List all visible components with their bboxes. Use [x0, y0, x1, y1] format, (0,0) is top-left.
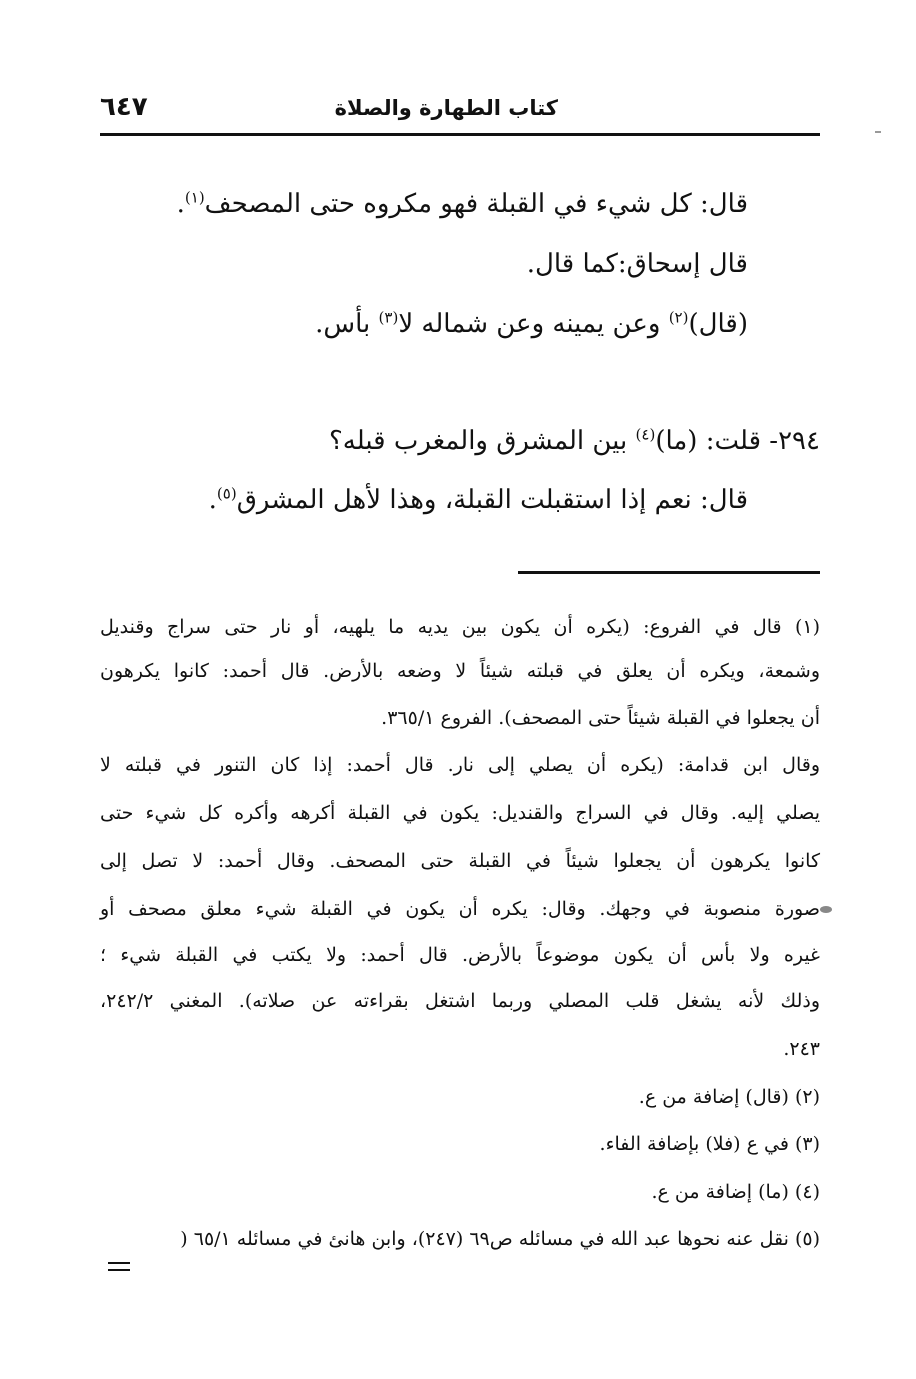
footnote-ref-1: (١) [184, 188, 205, 207]
footnote-1-line: كانوا يكرهون أن يجعلوا شيئاً في القبلة حتى المصحف. وقال أحمد: لا تصل إلى [100, 850, 820, 872]
answer-line: قال: نعم إذا استقبلت القبلة، وهذا لأهل المشرق$^{(٥)}$. [208, 484, 748, 515]
footnote-4: (٤) (ما) إضافة من ع. [651, 1181, 820, 1203]
footnote-ref-4: (٤) [635, 425, 656, 444]
footnote-1-line: وقال ابن قدامة: (يكره أن يصلي إلى نار. قال أحمد: إذا كان التنور في قبلته لا [100, 754, 820, 776]
body-line-3: (قال)$^{(٢)}$ وعن يمينه وعن شماله لا$^{(٣)}$ بأس. [315, 308, 748, 339]
footnote-ref-5: (٥) [216, 484, 237, 503]
footnote-1-line: أن يجعلوا في القبلة شيئاً حتى المصحف). الفروع ٣٦٥/١. [381, 707, 820, 729]
footnote-1-line: ٢٤٣. [783, 1038, 820, 1060]
footnote-3: (٣) في ع (فلا) بإضافة الفاء. [599, 1133, 820, 1155]
page-header [100, 92, 820, 128]
question-294: ٢٩٤- قلت: (ما)$^{(٤)}$ بين المشرق والمغرب قبله؟ [328, 425, 820, 456]
footnote-5: (٥) نقل عنه نحوها عبد الله في مسائله ص٦٩ (٢٤٧)، وابن هانئ في مسائله ٦٥/١ ( [180, 1228, 820, 1250]
scan-mark [875, 131, 881, 133]
footnote-1-line: وشمعة، ويكره أن يعلق في قبلته شيئاً لا وضعه بالأرض. قال أحمد: كانوا يكرهون [100, 660, 820, 682]
footnote-separator [518, 571, 820, 574]
body-line-1: قال: كل شيء في القبلة فهو مكروه حتى المصحف$^{(١)}$. [176, 188, 748, 219]
footnote-1-line: يصلي إليه. وقال في السراج والقنديل: يكون في القبلة أكرهه وأكره كل شيء حتى [100, 802, 820, 824]
continuation-mark [108, 1262, 130, 1271]
header-rule [100, 133, 820, 136]
scan-mark [820, 906, 832, 913]
footnote-2: (٢) (قال) إضافة من ع. [638, 1086, 820, 1108]
footnote-1-line: غيره ولا بأس أن يكون موضوعاً بالأرض. قال أحمد: ولا يكتب في القبلة شيء ؛ [100, 944, 820, 966]
body-line-2: قال إسحاق:كما قال. [526, 249, 748, 279]
footnote-1-line: (١) قال في الفروع: (يكره أن يكون بين يديه ما يلهيه، أو نار حتى سراج وقنديل [100, 616, 820, 638]
footnote-ref-3: (٣) [378, 308, 399, 327]
footnote-ref-2: (٢) [668, 308, 689, 327]
header-title: كتاب الطهارة والصلاة [334, 96, 558, 120]
footnote-1-line: صورة منصوبة في وجهك. وقال: يكره أن يكون في القبلة شيء معلق مصحف أو [100, 898, 820, 920]
page-number: ٦٤٧ [100, 92, 148, 122]
footnote-1-line: وذلك لأنه يشغل قلب المصلي وربما اشتغل بقراءته عن صلاته). المغني ٢٤٢/٢، [100, 990, 820, 1012]
